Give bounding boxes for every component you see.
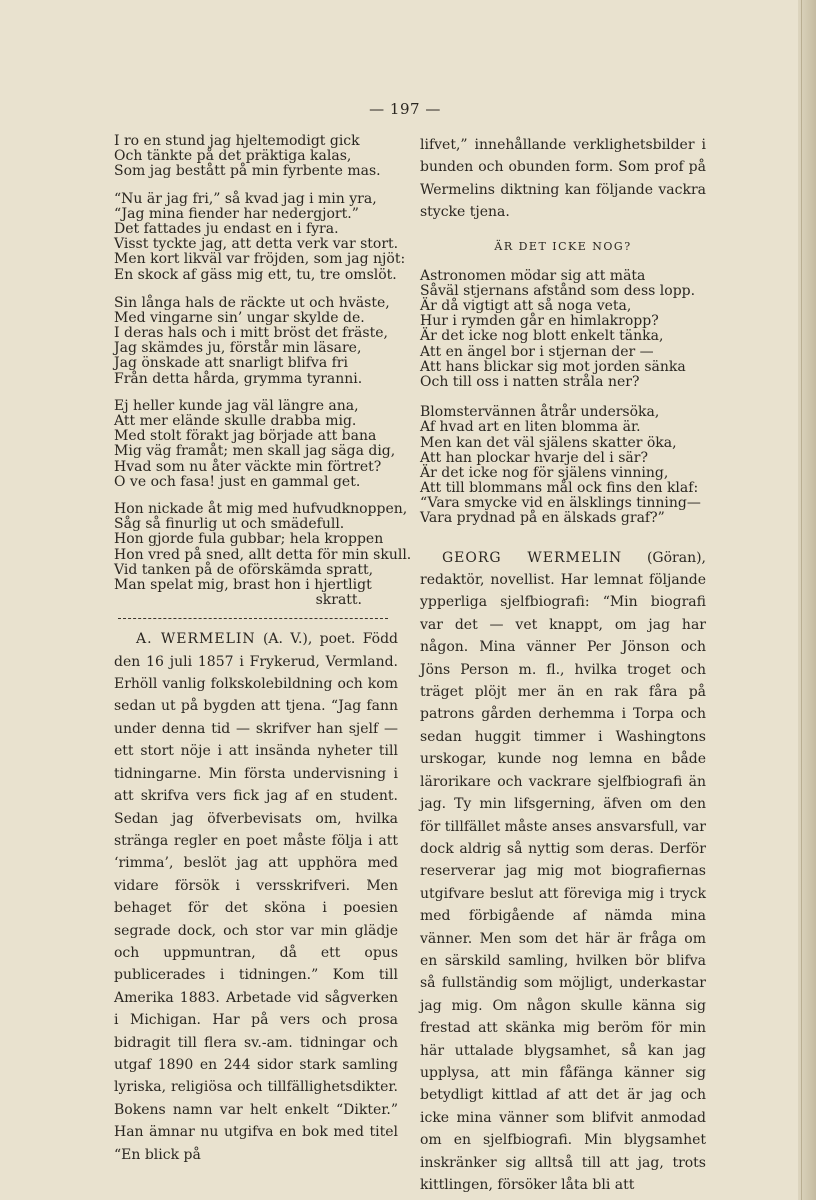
poem-line: Såväl stjernans afstånd som dess lopp. (420, 282, 696, 299)
poem-line: Är det icke nog blott enkelt tänka, (420, 328, 664, 345)
left-column (114, 133, 412, 1166)
poem-line: Och till oss i natten stråla ner? (420, 373, 640, 390)
poem-line: I ro en stund jag hjeltemodigt gick (114, 133, 360, 149)
poem-line: Astronomen mödar sig att mäta (420, 267, 646, 284)
right-poem (420, 269, 706, 527)
poem-line: Ej heller kunde jag väl längre ana, (114, 397, 359, 414)
poem-line: “Nu är jag fri,” så kvad jag i min yra, (114, 190, 377, 207)
poem-line: Jag önskade att snarligt blifva fri (114, 355, 348, 372)
poem-stanza (420, 269, 706, 391)
biography-wermelin-georg (420, 547, 706, 1197)
poem-line: Med vingarne sin’ ungar skylde de. (114, 309, 365, 326)
biography-name: A. WERMELIN (136, 631, 256, 648)
poem-line: Vid tanken på de oförskämda spratt, (114, 561, 374, 578)
poem-title: ÄR DET ICKE NOG? (494, 239, 632, 253)
poem-line: Att en ängel bor i stjernan der — (420, 343, 654, 360)
poem-line: “Vara smycke vid en älsklings tinning— (420, 495, 701, 512)
poem-line: Är det icke nog för själens vinning, (420, 464, 669, 481)
poem-line: I deras hals och i mitt bröst det fräste, (114, 325, 388, 342)
poem-line: En skock af gäss mig ett, tu, tre omslöt. (114, 266, 397, 283)
poem-line: Hvad som nu åter väckte min förtret? (114, 458, 382, 475)
poem-line: Det fattades ju endast en i fyra. (114, 220, 339, 237)
poem-line: Hur i rymden går en himlakropp? (420, 313, 659, 330)
poem-line: Med stolt förakt jag började att bana (114, 428, 377, 445)
poem-line: Att han plockar hvarje del i sär? (420, 449, 648, 466)
poem-line: Hon gjorde fula gubbar; hela kroppen (114, 531, 384, 548)
poem-line: Men kan det väl själens skatter öka, (420, 434, 677, 451)
poem-line: Är då vigtigt att så noga veta, (420, 298, 632, 314)
intro-paragraph: lifvet,” innehållande verklighetsbilder i bunden och obunden form. Som prof på Wermelins diktning kan följande vackra stycke tjena. (420, 137, 706, 221)
poem-line: Att till blommans mål ock fins den klaf: (420, 480, 699, 497)
poem-stanza (114, 190, 406, 283)
page-number: — 197 — (369, 100, 441, 118)
poem-line: Att mer elände skulle drabba mig. (114, 413, 357, 429)
biography-text: (Göran), redaktör, novellist. Har lemnat följande ypperliga sjelfbiografi: “Min biografi var det — vet knappt, om jag har någon. Mina vänner Per Jönson och Jöns Person m. fl., hvilka troget och träget plöjt mer än en rak fåra på patrons gården derhemma i Torpa och sedan huggit timmer i Washingtons urskogar, kunde nog lemna en både lärorikare och vackrare sjelfbiografi än jag. Ty min lifsgerning, äfven om den för tillfället måste anses ansvarsfull, var dock aldrig så nyttig som deras. Derför reserverar jag mig mot biografiernas utgifvare beslut att föreviga mig i tryck med förbigående af nämda mina vänner. Men som det här är fråga om en särskild samling, hvilken bör blifva så fullständig som möjligt, underkastar jag mig. Om någon skulle känna sig frestad att skänka mig beröm för min här uttalade blygsamhet, så kan jag upplysa, att min fåfänga känner sig betydligt kittlad af att det är jag och icke mina vänner som blifvit anmodad om en sjelfbiografi. Min blygsamhet inskränker sig alltså till att jag, trots kittlingen, försöker låta bli att (420, 549, 706, 1193)
poem-line: Af hvad art en liten blomma är. (420, 419, 641, 436)
poem-stanza (114, 500, 412, 609)
poem-line: skratt. (315, 592, 362, 609)
poem-stanza (114, 134, 398, 180)
poem-line: Från detta hårda, grymma tyranni. (114, 370, 363, 387)
right-column (420, 134, 706, 1196)
poem-line: Sin långa hals de räckte ut och hväste, (114, 294, 390, 311)
poem-line: Som jag bestått på min fyrbente mas. (114, 163, 381, 180)
poem-line: Såg så finurlig ut och smädefull. (114, 516, 345, 533)
poem-line: Visst tyckte jag, att detta verk var stort. (114, 236, 399, 253)
biography-wermelin-a (114, 628, 398, 1166)
poem-line: Man spelat mig, brast hon i hjertligt (114, 576, 372, 593)
poem-line: Och tänkte på det präktiga kalas, (114, 148, 352, 165)
poem-line: Vara prydnad på en älskads graf?” (420, 510, 665, 527)
poem-stanza (114, 399, 398, 490)
section-divider (118, 618, 388, 620)
page-edge-line (801, 0, 802, 1200)
poem-stanza (114, 296, 398, 387)
biography-name: GEORG WERMELIN (442, 549, 623, 566)
poem-line: “Jag mina fiender har nedergjort.” (114, 205, 359, 222)
left-poem (114, 133, 412, 609)
biography-text: (A. V.), poet. Född den 16 juli 1857 i Frykerud, Vermland. Erhöll vanlig folkskolebildning och kom sedan ut på bygden att tjena. “Jag fann under denna tid — skrifver han sjelf — ett stort nöje i att insända nyheter till tidningarne. Min första undervisning i att skrifva vers fick jag af en student. Sedan jag öfverbevisats om, hvilka stränga regler en poet måste följa i att ‘rimma’, beslöt jag att upphöra med vidare försök i versskrifveri. Men behaget för det sköna i poesien segrade dock, och stor var min glädje och uppmuntran, då ett opus publicerades i tidningen.” Kom till Amerika 1883. Arbetade vid sågverken i Michigan. Har på vers och prosa bidragit till flera sv.-am. tidningar och utgaf 1890 en 244 sidor stark samling lyriska, religiösa och tillfällighetsdikter. Bokens namn var helt enkelt “Dikter.” Han ämnar nu utgifva en bok med titel “En blick på (114, 631, 398, 1163)
poem-line: Att hans blickar sig mot jorden sänka (420, 358, 686, 375)
poem-line: Hon nickade åt mig med hufvudknoppen, (114, 500, 408, 517)
poem-line: Hon vred på sned, allt detta för min skull. (114, 546, 412, 563)
poem-line: Blomstervännen åtrår undersöka, (420, 404, 660, 421)
poem-line: Mig väg framåt; men skall jag säga dig, (114, 443, 396, 460)
poem-stanza (420, 405, 706, 527)
poem-line: O ve och fasa! just en gammal get. (114, 473, 361, 490)
poem-line: Men kort likväl var fröjden, som jag njöt: (114, 251, 406, 268)
poem-line: Jag skämdes ju, förstår min läsare, (114, 340, 362, 357)
